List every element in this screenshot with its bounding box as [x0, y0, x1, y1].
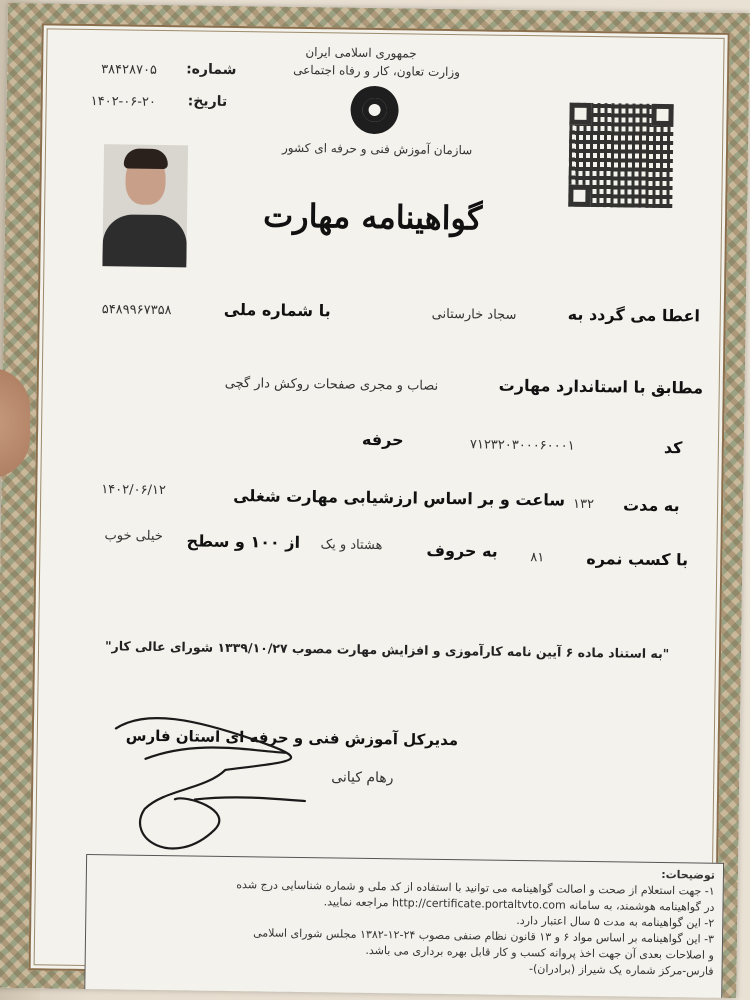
- holder-photo: [102, 144, 188, 267]
- note-line-1: ۱- جهت استعلام از صحت و اصالت گواهینامه می توانید با استفاده از کد ملی و شماره شناسایی درج شده: [236, 878, 715, 898]
- note-line-5: و اصلاحات بعدی آن جهت اخذ پروانه کسب و کار قابل بهره برداری می باشد.: [365, 943, 714, 962]
- gov-line-1: جمهوری اسلامی ایران: [305, 44, 417, 61]
- national-id-label: با شماره ملی: [223, 299, 331, 321]
- of-100-level-label: از ۱۰۰ و سطح: [186, 531, 301, 552]
- notes-heading: توضیحات:: [661, 868, 716, 882]
- note-line-4: ۳- این گواهینامه بر اساس مواد ۶ و ۱۳ قانون نظام صنفی مصوب ۲۴-۱۲-۱۳۸۲ مجلس شورای اسلامی: [253, 926, 715, 946]
- level-value: خیلی خوب: [104, 528, 163, 545]
- signatory-name: رهام کیانی: [331, 769, 394, 787]
- duration-value: ۱۳۲: [572, 496, 595, 513]
- handwritten-signature: [104, 698, 316, 861]
- certificate-title: گواهینامه مهارت: [262, 196, 483, 238]
- words-value: هشتاد و یک: [320, 537, 383, 554]
- org-name: سازمان آموزش فنی و حرفه ای کشور: [281, 140, 473, 158]
- date-value: ۱۴۰۲-۰۶-۲۰: [90, 93, 157, 110]
- note-line-2: در گواهینامه هوشمند، به سامانه http://certificate.portaltvto.com مراجعه نمایید.: [323, 895, 715, 914]
- date-label: تاریخ:: [187, 93, 228, 110]
- certificate-sheet: [0, 3, 750, 998]
- eval-date: ۱۴۰۲/۰۶/۱۲: [101, 482, 166, 499]
- code-label: کد: [663, 438, 683, 458]
- duration-label: به مدت: [622, 495, 680, 516]
- tvto-logo-icon: [350, 86, 399, 135]
- number-label: شماره:: [186, 61, 237, 79]
- score-value: ۸۱: [530, 550, 545, 566]
- number-value: ۳۸۴۲۸۷۰۵: [101, 62, 158, 78]
- score-label: با کسب نمره: [586, 548, 689, 570]
- notes-box: [84, 854, 724, 998]
- gov-line-2: وزارت تعاون، کار و رفاه اجتماعی: [293, 62, 461, 80]
- awarded-value: سجاد خارستانی: [431, 306, 517, 323]
- awarded-label: اعطا می گردد به: [567, 304, 701, 326]
- signatory-title: مدیرکل آموزش فنی و حرفه ای استان فارس: [125, 726, 459, 750]
- note-line-3: ۲- این گواهینامه به مدت ۵ سال اعتبار دارد.: [516, 914, 715, 930]
- national-id-value: ۵۴۸۹۹۶۷۳۵۸: [101, 302, 172, 319]
- trade-label: حرفه: [361, 429, 404, 450]
- legal-reference: "به استناد ماده ۶ آیین نامه کارآموزی و افزایش مهارت مصوب ۱۳۳۹/۱۰/۲۷ شورای عالی کار": [104, 638, 670, 662]
- note-line-6: فارس-مرکز شماره یک شیراز (برادران)-: [528, 962, 714, 978]
- standard-label: مطابق با استاندارد مهارت: [498, 375, 704, 398]
- code-value: ۷۱۲۳۲۰۳۰۰۰۶۰۰۰۱: [469, 437, 575, 454]
- standard-value: نصاب و مجری صفحات روکش دار گچی: [224, 375, 439, 394]
- words-label: به حروف: [426, 540, 498, 561]
- hours-label: ساعت و بر اساس ارزشیابی مهارت شغلی: [233, 486, 566, 510]
- certificate-body: [29, 23, 730, 980]
- qr-code-icon: [568, 103, 673, 208]
